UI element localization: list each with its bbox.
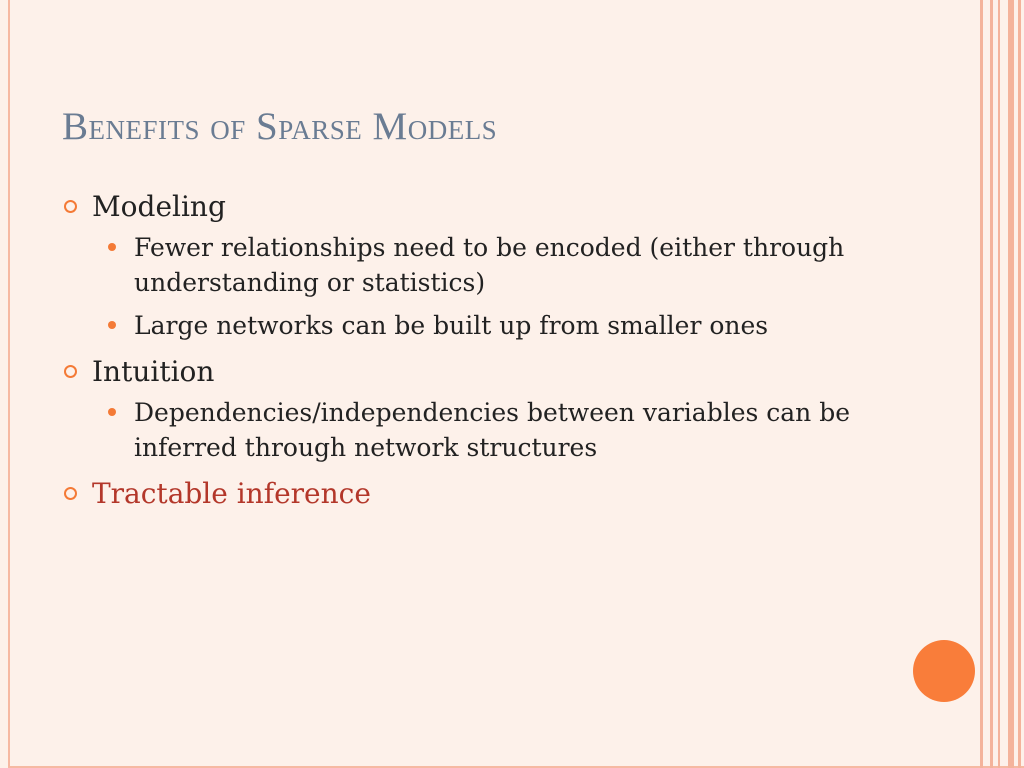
decorative-stripes <box>980 0 1024 768</box>
dot-bullet-icon <box>108 321 116 329</box>
dot-bullet-icon <box>108 243 116 251</box>
ring-bullet-icon <box>64 200 77 213</box>
stripe <box>980 0 983 768</box>
bullet-intuition <box>62 351 882 393</box>
stripe <box>1018 0 1021 768</box>
stripe <box>990 0 993 768</box>
dot-bullet-icon <box>108 408 116 416</box>
ring-bullet-icon <box>64 365 77 378</box>
bullet-list <box>62 186 882 517</box>
bullet-text: Intuition <box>92 355 215 388</box>
slide-title: Benefits of Sparse Models <box>62 105 498 148</box>
decorative-circle <box>913 640 975 702</box>
stripe <box>998 0 1000 768</box>
ring-bullet-icon <box>64 487 77 500</box>
sub-bullet <box>62 395 882 465</box>
bullet-tractable-inference <box>62 473 882 515</box>
bullet-text: Modeling <box>92 190 226 223</box>
sub-bullet-text: Dependencies/independencies between variables can be inferred through network structures <box>134 398 851 462</box>
sub-bullet-text: Large networks can be built up from smaller ones <box>134 311 769 340</box>
frame-left-line <box>8 0 10 768</box>
sub-bullet <box>62 230 882 300</box>
sub-bullet-text: Fewer relationships need to be encoded (either through understanding or statistics) <box>134 233 845 297</box>
bullet-modeling <box>62 186 882 228</box>
sub-bullet <box>62 308 882 343</box>
stripe <box>1008 0 1014 768</box>
bullet-text: Tractable inference <box>92 477 371 510</box>
